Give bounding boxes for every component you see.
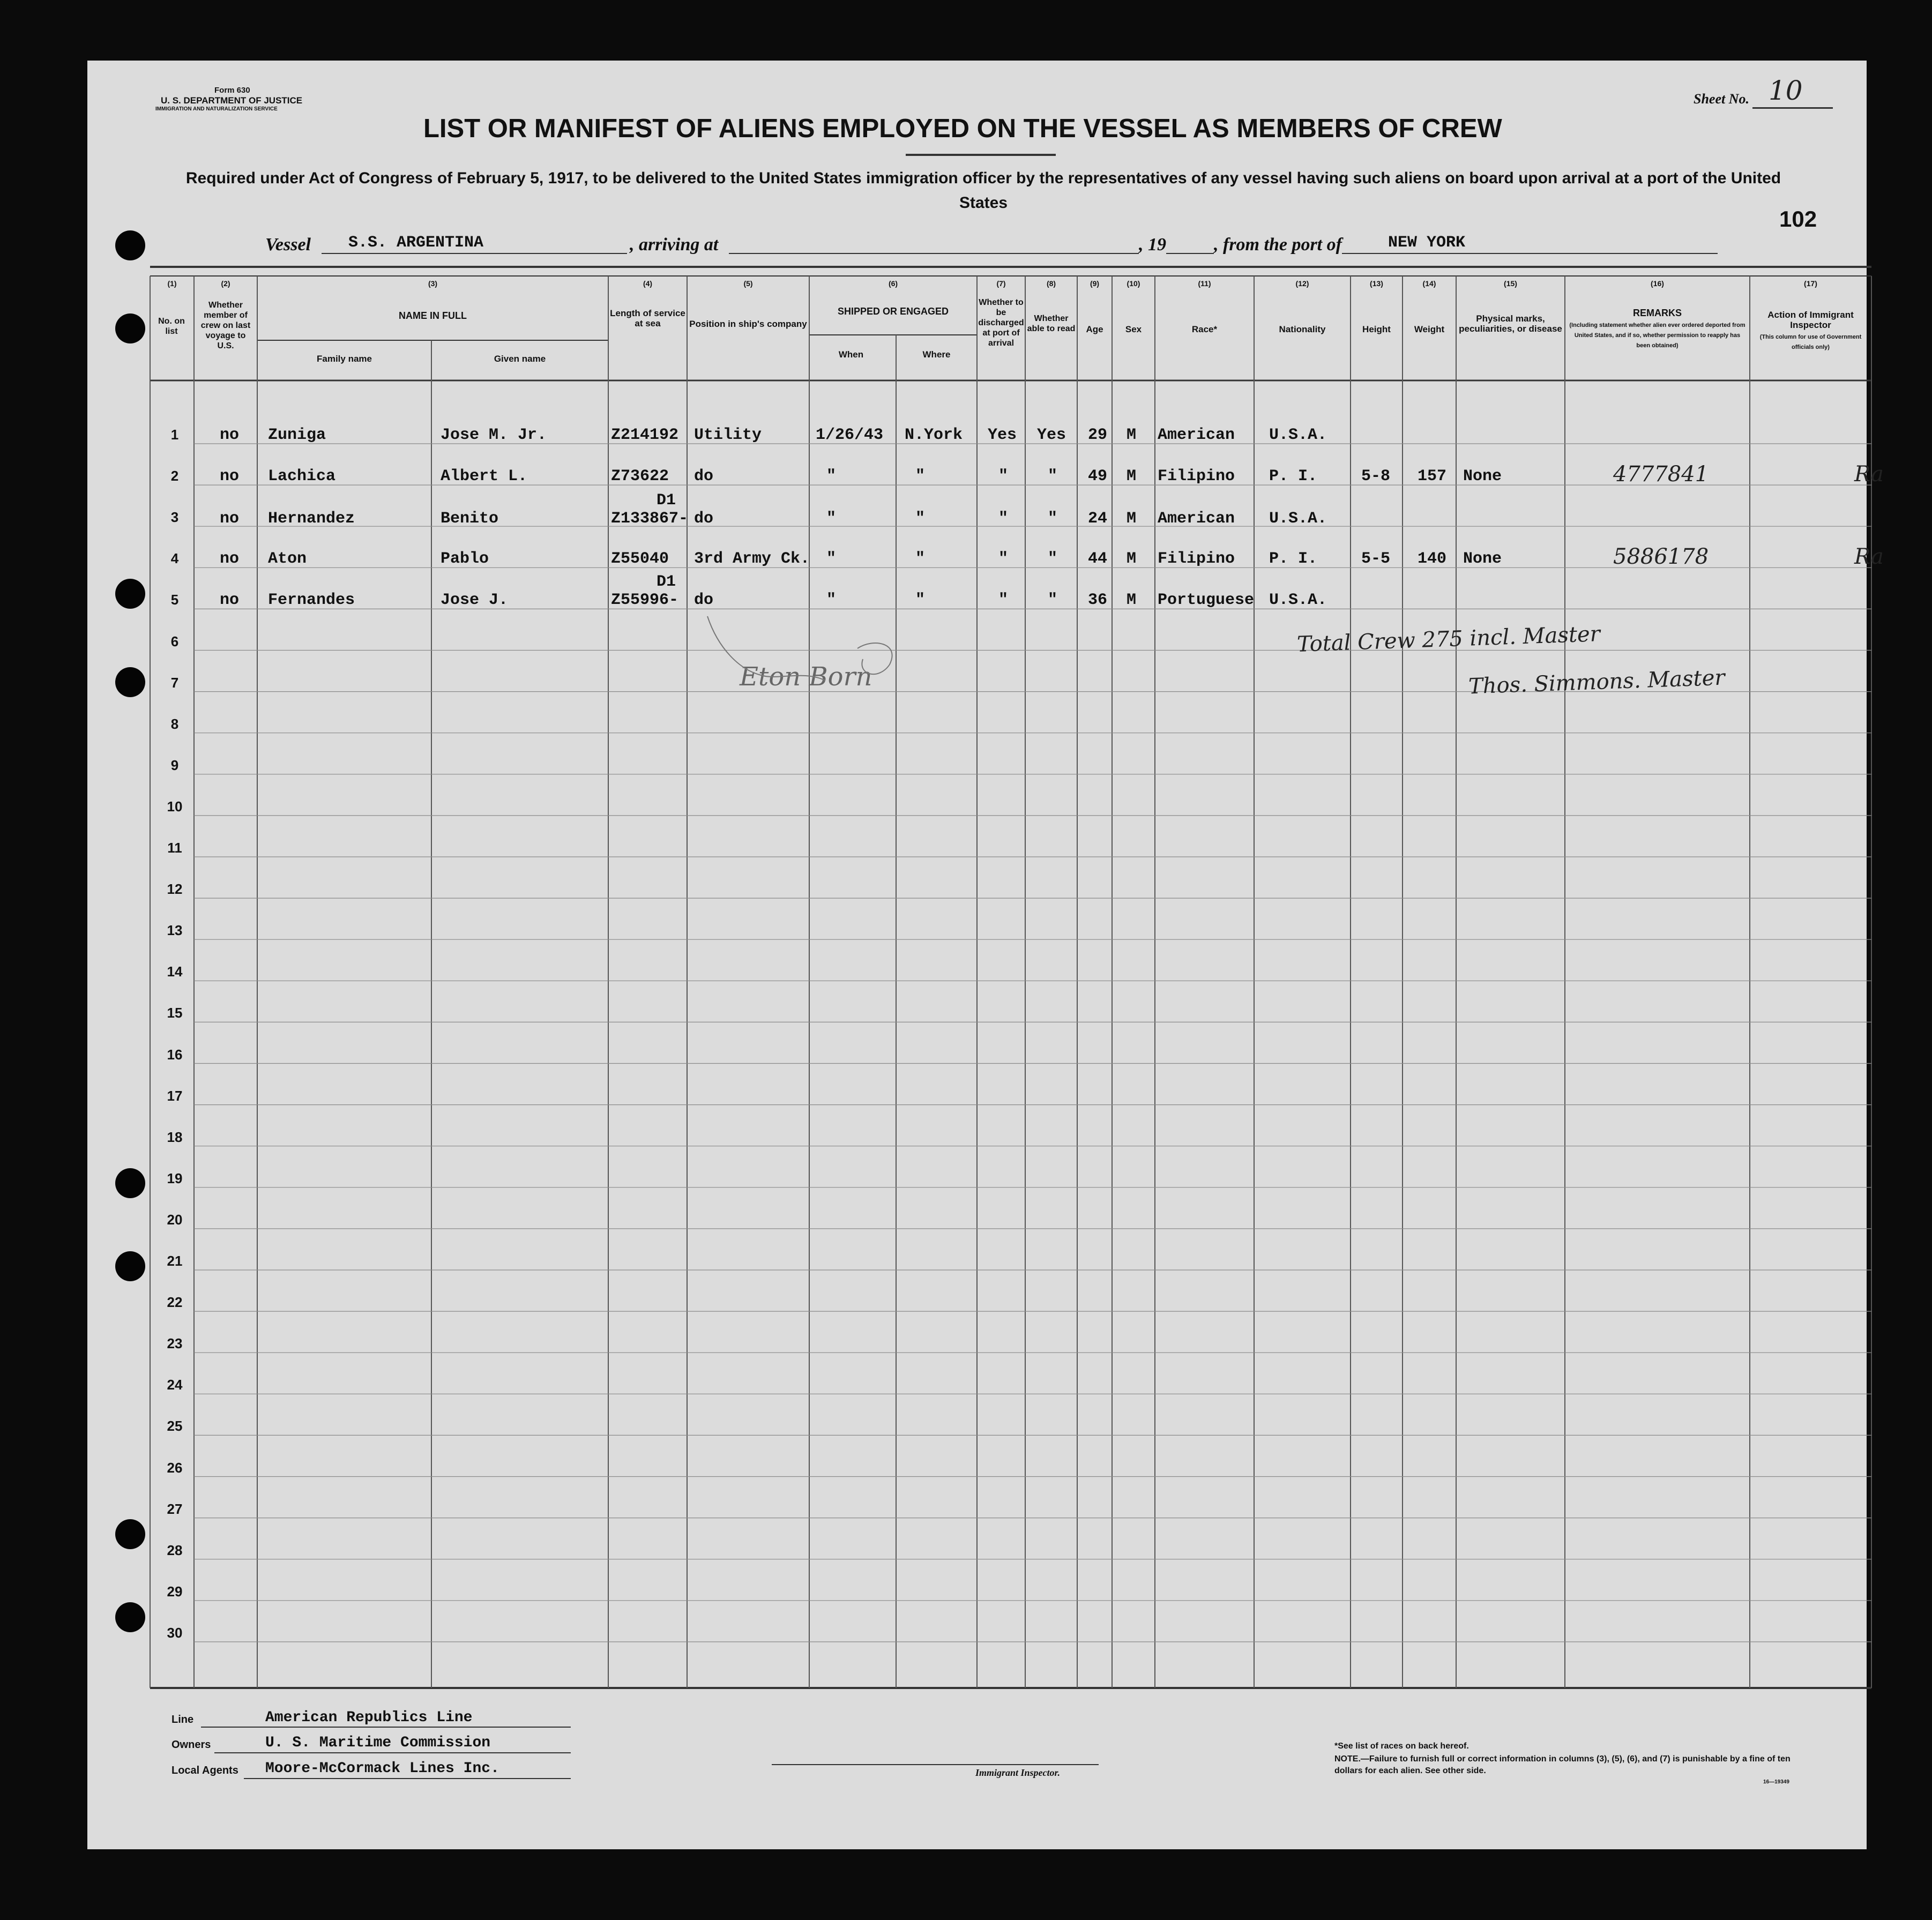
family-name-cell: Lachica — [268, 467, 336, 486]
header-nationality: Nationality — [1279, 324, 1326, 334]
row-number: 26 — [167, 1459, 183, 1476]
age-cell: 36 — [1088, 591, 1108, 610]
header-remarks-note: (Including statement whether alien ever ordered deported from United States, and if so, whether permission to reapply has been obtained) — [1569, 322, 1745, 349]
column-number: (7) — [996, 279, 1006, 288]
header-discharged: Whether to be discharged at port of arrival — [978, 298, 1024, 348]
header-length-service: Length of service at sea — [610, 308, 685, 328]
row-number: 4 — [170, 550, 179, 567]
print-code: 16—19349 — [1763, 1779, 1789, 1785]
row-number: 7 — [170, 674, 179, 691]
row-number: 21 — [167, 1253, 183, 1269]
nationality-cell: U.S.A. — [1269, 510, 1327, 528]
owners-label: Owners — [171, 1739, 211, 1751]
shipped-when-cell: " — [826, 591, 837, 610]
nationality-cell: P. I. — [1269, 550, 1318, 569]
inspector-label: Immigrant Inspector. — [975, 1767, 1061, 1778]
discharged-cell: " — [998, 591, 1009, 610]
nationality-cell: U.S.A. — [1269, 426, 1327, 444]
header-race: Race* — [1191, 324, 1218, 334]
race-cell: Portuguese — [1158, 591, 1255, 610]
owners-value: U. S. Maritime Commission — [265, 1735, 491, 1751]
row-number: 1 — [170, 427, 179, 443]
position-cell: do — [694, 510, 714, 528]
note-penalty: NOTE.—Failure to furnish full or correct information in columns (3), (5), (6), and (7) is punishable by a fine of ten dollars for each alien. See other side. — [1334, 1754, 1791, 1775]
column-number: (8) — [1046, 279, 1056, 288]
weight-cell: 140 — [1418, 550, 1447, 569]
sex-cell: M — [1127, 510, 1137, 528]
able-to-read-cell: " — [1048, 510, 1058, 528]
given-name-cell: Pablo — [441, 550, 489, 569]
discharged-cell: " — [998, 467, 1009, 486]
sex-cell: M — [1127, 591, 1137, 610]
row-number: 19 — [167, 1170, 183, 1186]
signature-flourish — [697, 606, 975, 702]
sex-cell: M — [1127, 426, 1137, 444]
discharged-cell: " — [998, 510, 1009, 528]
nationality-cell: P. I. — [1269, 467, 1318, 486]
row-number: 29 — [167, 1583, 183, 1600]
service-cell: Z133867- — [611, 510, 689, 528]
family-name-cell: Hernandez — [268, 510, 355, 528]
header-no-on-list: No. on list — [158, 317, 185, 336]
family-name-cell: Aton — [268, 550, 307, 569]
discharged-cell: " — [998, 550, 1009, 569]
row-number: 23 — [167, 1335, 183, 1352]
shipped-where-cell: " — [915, 591, 926, 610]
column-number: (15) — [1504, 279, 1517, 288]
row-number: 20 — [167, 1211, 183, 1228]
given-name-cell: Albert L. — [441, 467, 528, 486]
service-cell: Z73622 — [611, 467, 669, 486]
header-family-name: Family name — [317, 354, 372, 364]
row-number: 13 — [167, 922, 183, 939]
row-number: 11 — [167, 840, 182, 856]
row-number: 5 — [170, 592, 179, 608]
row-number: 8 — [170, 715, 179, 732]
last-voyage-cell: no — [220, 550, 240, 569]
service-prefix-cell: D1 — [657, 491, 676, 510]
header-height: Height — [1362, 324, 1391, 334]
row-number: 12 — [167, 881, 183, 898]
row-number: 9 — [170, 757, 179, 773]
position-cell: do — [694, 591, 714, 610]
column-number: (9) — [1090, 279, 1100, 288]
age-cell: 24 — [1088, 510, 1108, 528]
row-number: 25 — [167, 1418, 183, 1435]
last-voyage-cell: no — [220, 467, 240, 486]
vessel-label: Vessel — [265, 235, 311, 255]
port-name: NEW YORK — [1388, 234, 1466, 252]
shipped-when-cell: " — [826, 550, 837, 569]
shipped-when-cell: 1/26/43 — [816, 426, 884, 444]
given-name-cell: Jose J. — [441, 591, 509, 610]
last-voyage-cell: no — [220, 426, 240, 444]
column-number: (5) — [743, 279, 753, 288]
action-cell: Ra — [1854, 544, 1884, 570]
handwritten-master: Thos. Simmons. Master — [1468, 665, 1726, 699]
header-where: Where — [922, 349, 951, 360]
row-number: 30 — [167, 1624, 183, 1641]
header-age: Age — [1086, 324, 1103, 334]
subtitle: Required under Act of Congress of February 5, 1917, to be delivered to the United States immigration officer by the representatives of any vessel having such aliens on board upon arrival at a port of the United States — [185, 169, 1781, 212]
position-cell: Utility — [694, 426, 762, 444]
position-cell: 3rd Army Ck. — [694, 550, 810, 569]
given-name-cell: Benito — [441, 510, 499, 528]
column-number: (16) — [1651, 279, 1664, 288]
header-action: Action of Immigrant Inspector — [1767, 310, 1854, 330]
age-cell: 49 — [1088, 467, 1108, 486]
row-number: 18 — [167, 1129, 183, 1145]
family-name-cell: Zuniga — [268, 426, 326, 444]
family-name-cell: Fernandes — [268, 591, 355, 610]
sheet-number: 10 — [1769, 75, 1803, 106]
header-physical-marks: Physical marks, peculiarities, or disease — [1459, 313, 1562, 334]
agents-underline — [244, 1778, 571, 1779]
service-prefix-cell: D1 — [657, 573, 676, 592]
physical-marks-cell: None — [1463, 550, 1502, 569]
column-number: (12) — [1295, 279, 1309, 288]
discharged-cell: Yes — [988, 426, 1017, 444]
able-to-read-cell: " — [1048, 467, 1058, 486]
note-races: *See list of races on back hereof. — [1334, 1742, 1469, 1751]
remarks-cell: 4777841 — [1613, 462, 1709, 487]
column-number: (4) — [643, 279, 653, 288]
stamp-number: 102 — [1779, 206, 1817, 231]
header-shipped-engaged: SHIPPED OR ENGAGED — [837, 306, 949, 317]
able-to-read-cell: " — [1048, 550, 1058, 569]
shipped-when-cell: " — [826, 510, 837, 528]
last-voyage-cell: no — [220, 591, 240, 610]
line-label: Line — [171, 1714, 194, 1725]
row-number: 10 — [167, 798, 183, 815]
department: U. S. DEPARTMENT OF JUSTICE — [161, 95, 303, 106]
nationality-cell: U.S.A. — [1269, 591, 1327, 610]
column-number: (10) — [1127, 279, 1140, 288]
column-number: (13) — [1370, 279, 1383, 288]
given-name-cell: Jose M. Jr. — [441, 426, 547, 444]
sex-cell: M — [1127, 467, 1137, 486]
shipped-where-cell: N.York — [905, 426, 963, 444]
header-action-note: (This column for use of Government officials only) — [1759, 334, 1862, 350]
race-cell: American — [1158, 510, 1235, 528]
age-cell: 44 — [1088, 550, 1108, 569]
race-cell: Filipino — [1158, 467, 1235, 486]
column-number: (2) — [221, 279, 230, 288]
row-number: 27 — [167, 1500, 183, 1517]
header-able-to-read: Whether able to read — [1027, 314, 1076, 333]
from-label: , from the port of — [1214, 235, 1342, 255]
shipped-when-cell: " — [826, 467, 837, 486]
physical-marks-cell: None — [1463, 467, 1502, 486]
sex-cell: M — [1127, 550, 1137, 569]
shipped-where-cell: " — [915, 467, 926, 486]
handwritten-total: Total Crew 275 incl. Master — [1296, 622, 1601, 657]
height-cell: 5-8 — [1361, 467, 1391, 486]
signature: Eton Born — [740, 662, 872, 692]
service-cell: Z214192 — [611, 426, 679, 444]
row-number: 3 — [170, 509, 179, 526]
row-number: 28 — [167, 1542, 183, 1558]
column-number: (11) — [1198, 279, 1211, 288]
column-number: (17) — [1804, 279, 1817, 288]
year-label: , 19 — [1139, 235, 1166, 255]
shipped-where-cell: " — [915, 510, 926, 528]
row-number: 17 — [167, 1087, 183, 1104]
age-cell: 29 — [1088, 426, 1108, 444]
race-cell: Filipino — [1158, 550, 1235, 569]
action-cell: Ra — [1854, 462, 1884, 487]
sheet-label: Sheet No. — [1694, 91, 1749, 107]
race-cell: American — [1158, 426, 1235, 444]
agents-value: Moore-McCormack Lines Inc. — [265, 1760, 499, 1777]
shipped-where-cell: " — [915, 550, 926, 569]
height-cell: 5-5 — [1361, 550, 1391, 569]
position-cell: do — [694, 467, 714, 486]
header-position: Position in ship's company — [689, 319, 807, 329]
able-to-read-cell: " — [1048, 591, 1058, 610]
arriving-label: , arriving at — [630, 235, 719, 255]
row-number: 2 — [170, 468, 179, 484]
weight-cell: 157 — [1418, 467, 1447, 486]
row-number: 24 — [167, 1377, 183, 1393]
column-number: (6) — [888, 279, 898, 288]
agents-label: Local Agents — [171, 1765, 238, 1776]
header-remarks: REMARKS — [1632, 308, 1682, 318]
service: IMMIGRATION AND NATURALIZATION SERVICE — [155, 106, 278, 112]
line-value: American Republics Line — [265, 1709, 473, 1726]
service-cell: Z55996- — [611, 591, 679, 610]
column-number: (14) — [1422, 279, 1436, 288]
row-number: 14 — [167, 963, 183, 980]
able-to-read-cell: Yes — [1037, 426, 1066, 444]
vessel-name: S.S. ARGENTINA — [348, 234, 484, 252]
row-number: 15 — [167, 1005, 183, 1021]
header-given-name: Given name — [494, 354, 546, 364]
row-number: 16 — [167, 1046, 183, 1063]
column-number: (3) — [428, 279, 438, 288]
last-voyage-cell: no — [220, 510, 240, 528]
header-weight: Weight — [1414, 324, 1445, 334]
line-underline — [201, 1727, 571, 1728]
row-number: 22 — [167, 1294, 183, 1311]
page-title: LIST OR MANIFEST OF ALIENS EMPLOYED ON THE VESSEL AS MEMBERS OF CREW — [423, 114, 1502, 143]
header-when: When — [838, 349, 864, 360]
remarks-cell: 5886178 — [1613, 544, 1709, 570]
row-number: 6 — [170, 633, 179, 649]
header-sex: Sex — [1125, 324, 1142, 334]
owners-underline — [214, 1752, 571, 1753]
service-cell: Z55040 — [611, 550, 669, 569]
form-number: Form 630 — [214, 86, 250, 95]
header-name-in-full: NAME IN FULL — [399, 310, 467, 321]
header-last-voyage: Whether member of crew on last voyage to U.S. — [200, 301, 251, 350]
inspector-line — [772, 1764, 1099, 1765]
column-number: (1) — [167, 279, 177, 288]
